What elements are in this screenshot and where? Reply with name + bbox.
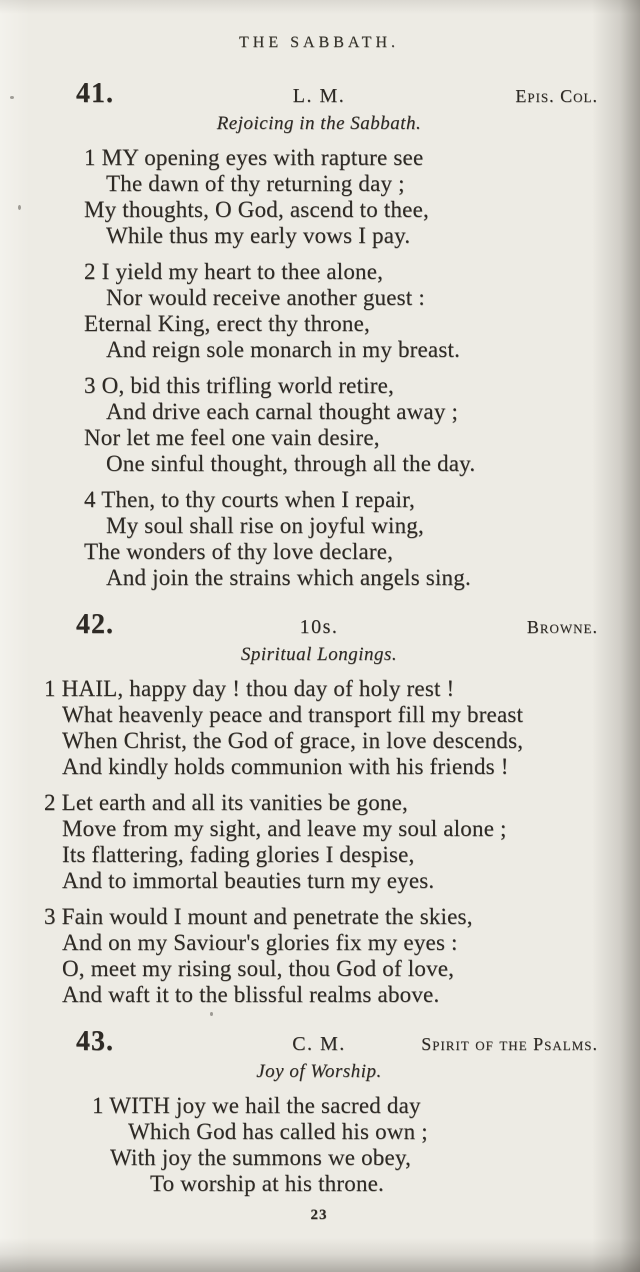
verse-line: The dawn of thy returning day ; — [106, 171, 405, 196]
hymn-42-verse-3 — [44, 904, 598, 1008]
hymn-number: 42. — [76, 609, 114, 640]
hymn-title: Joy of Worship. — [256, 1061, 382, 1082]
verse-line: And waft it to the blissful realms above. — [62, 982, 440, 1007]
hymn-41 — [40, 78, 598, 591]
scan-speck — [210, 1012, 213, 1016]
hymn-meter: L. M. — [292, 85, 346, 107]
verse-line: And join the strains which angels sing. — [106, 565, 471, 590]
verse-line: When Christ, the God of grace, in love descends, — [62, 728, 524, 753]
hymn-41-verse-4 — [84, 487, 598, 591]
verse-line: 2 Let earth and all its vanities be gone, — [44, 790, 408, 815]
verse-line: 1 WITH joy we hail the sacred day — [92, 1093, 421, 1118]
hymn-42-header — [40, 609, 598, 641]
verse-line: Nor would receive another guest : — [106, 285, 425, 310]
verse-line: And drive each carnal thought away ; — [106, 399, 459, 424]
verse-line: Eternal King, erect thy throne, — [84, 311, 370, 336]
hymn-43-verse-1 — [92, 1093, 598, 1197]
verse-line: And reign sole monarch in my breast. — [106, 337, 461, 362]
verse-line: One sinful thought, through all the day. — [106, 451, 476, 476]
scan-speck — [10, 96, 14, 99]
hymn-meter: C. M. — [292, 1033, 346, 1055]
hymn-title: Rejoicing in the Sabbath. — [216, 113, 422, 134]
running-header: THE SABBATH. — [238, 34, 399, 51]
hymn-43-header — [40, 1026, 598, 1058]
verse-line: And on my Saviour's glories fix my eyes : — [62, 930, 458, 955]
hymn-41-verse-3 — [84, 373, 598, 477]
scan-speck — [18, 205, 21, 210]
hymn-number: 43. — [76, 1026, 114, 1057]
verse-line: Nor let me feel one vain desire, — [84, 425, 380, 450]
hymn-41-header — [40, 78, 598, 110]
verse-line: My thoughts, O God, ascend to thee, — [84, 197, 429, 222]
hymn-source: Spirit of the Psalms. — [421, 1034, 598, 1054]
verse-line: 2 I yield my heart to thee alone, — [84, 259, 384, 284]
hymn-42 — [40, 609, 598, 1008]
hymn-meter: 10s. — [299, 616, 339, 638]
hymn-source: Browne. — [526, 617, 598, 637]
verse-line: While thus my early vows I pay. — [106, 223, 411, 248]
verse-line: 3 O, bid this trifling world retire, — [84, 373, 394, 398]
hymn-source: Epis. Col. — [515, 86, 598, 106]
hymn-42-verse-2 — [44, 790, 598, 894]
verse-line: 4 Then, to thy courts when I repair, — [84, 487, 415, 512]
hymn-42-verse-1 — [44, 676, 598, 780]
verse-line: Which God has called his own ; — [128, 1119, 428, 1144]
hymn-number: 41. — [76, 78, 114, 109]
verse-line: 1 HAIL, happy day ! thou day of holy rest ! — [44, 676, 455, 701]
verse-line: 3 Fain would I mount and penetrate the skies, — [44, 904, 473, 929]
verse-line: 1 MY opening eyes with rapture see — [84, 145, 424, 170]
verse-line: To worship at his throne. — [150, 1171, 385, 1196]
verse-line: What heavenly peace and transport fill my breast — [62, 702, 524, 727]
verse-line: My soul shall rise on joyful wing, — [106, 513, 424, 538]
hymn-41-verse-1 — [84, 145, 598, 249]
page-number: 23 — [310, 1207, 328, 1223]
verse-line: The wonders of thy love declare, — [84, 539, 394, 564]
verse-line: With joy the summons we obey, — [110, 1145, 412, 1170]
hymn-title: Spiritual Longings. — [240, 644, 398, 665]
hymn-41-verse-2 — [84, 259, 598, 363]
verse-line: And to immortal beauties turn my eyes. — [62, 868, 435, 893]
verse-line: O, meet my rising soul, thou God of love, — [62, 956, 455, 981]
hymn-43 — [40, 1026, 598, 1197]
verse-line: Move from my sight, and leave my soul alone ; — [62, 816, 507, 841]
verse-line: And kindly holds communion with his friends ! — [62, 754, 509, 779]
verse-line: Its flattering, fading glories I despise, — [62, 842, 415, 867]
